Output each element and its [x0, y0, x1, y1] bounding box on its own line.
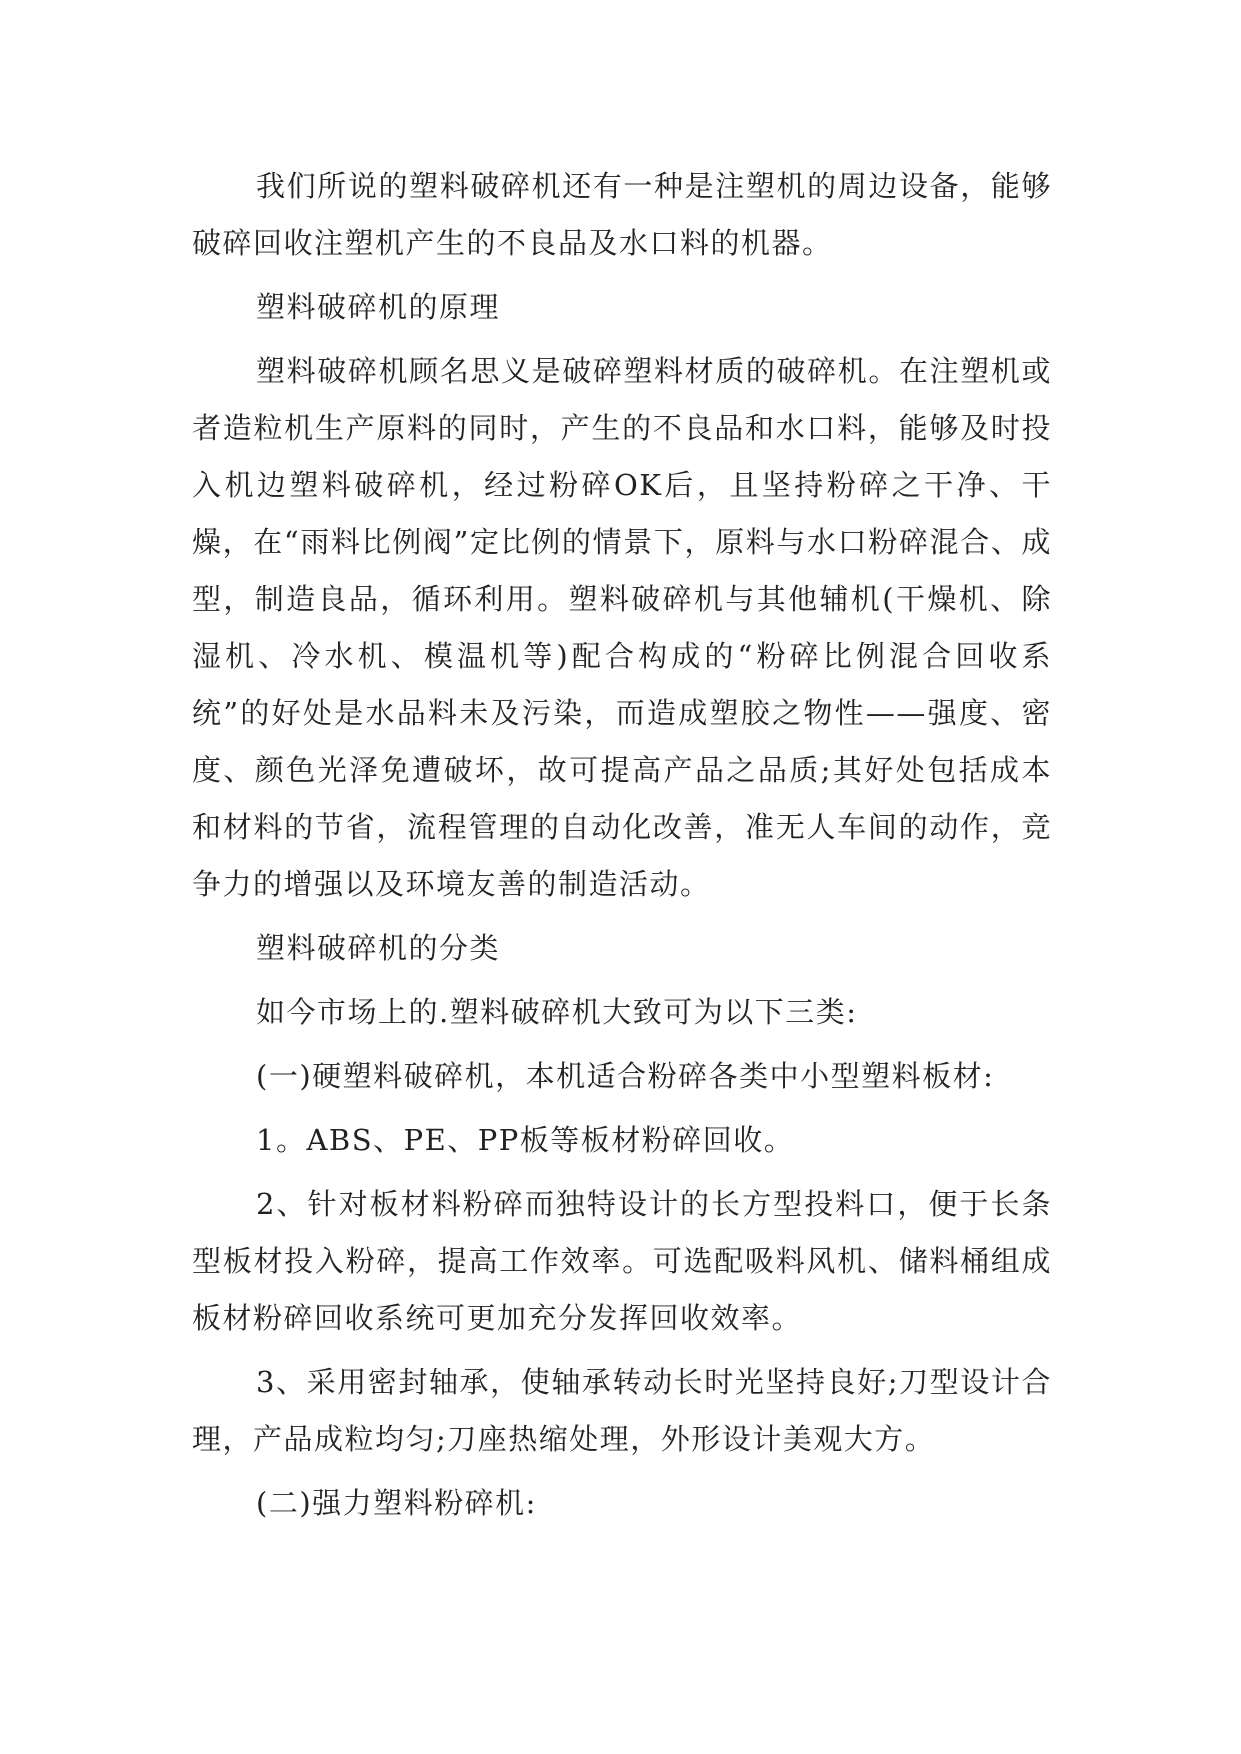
paragraph-intro: 我们所说的塑料破碎机还有一种是注塑机的周边设备，能够破碎回收注塑机产生的不良品及水口料的机器。	[192, 169, 1052, 260]
section-heading-classification: 塑料破碎机的分类	[256, 931, 501, 965]
paragraph-type-one: (一)硬塑料破碎机，本机适合粉碎各类中小型塑料板材:	[256, 1059, 995, 1093]
list-item-3: 3、采用密封轴承，使轴承转动长时光坚持良好;刀型设计合理，产品成粒均匀;刀座热缩处理，外形设计美观大方。	[192, 1365, 1052, 1456]
list-item-1: 1。ABS、PE、PP板等板材粉碎回收。	[256, 1123, 795, 1157]
list-item-2: 2、针对板材料粉碎而独特设计的长方型投料口，便于长条型板材投入粉碎，提高工作效率。可选配吸料风机、储料桶组成板材粉碎回收系统可更加充分发挥回收效率。	[192, 1187, 1052, 1335]
document-body	[192, 158, 1052, 1539]
paragraph-principle: 塑料破碎机顾名思义是破碎塑料材质的破碎机。在注塑机或者造粒机生产原料的同时，产生的不良品和水口料，能够及时投入机边塑料破碎机，经过粉碎OK后，且坚持粉碎之干净、干燥，在“雨料比例阀”定比例的情景下，原料与水口粉碎混合、成型，制造良品，循环利用。塑料破碎机与其他辅机(干燥机、除湿机、冷水机、模温机等)配合构成的“粉碎比例混合回收系统”的好处是水品料未及污染，而造成塑胶之物性——强度、密度、颜色光泽免遭破坏，故可提高产品之品质;其好处包括成本和材料的节省，流程管理的自动化改善，准无人车间的动作，竞争力的增强以及环境友善的制造活动。	[192, 354, 1052, 901]
section-heading-principle: 塑料破碎机的原理	[256, 290, 501, 324]
paragraph-type-two: (二)强力塑料粉碎机:	[256, 1486, 537, 1520]
paragraph-classification-intro: 如今市场上的.塑料破碎机大致可为以下三类:	[256, 995, 858, 1029]
